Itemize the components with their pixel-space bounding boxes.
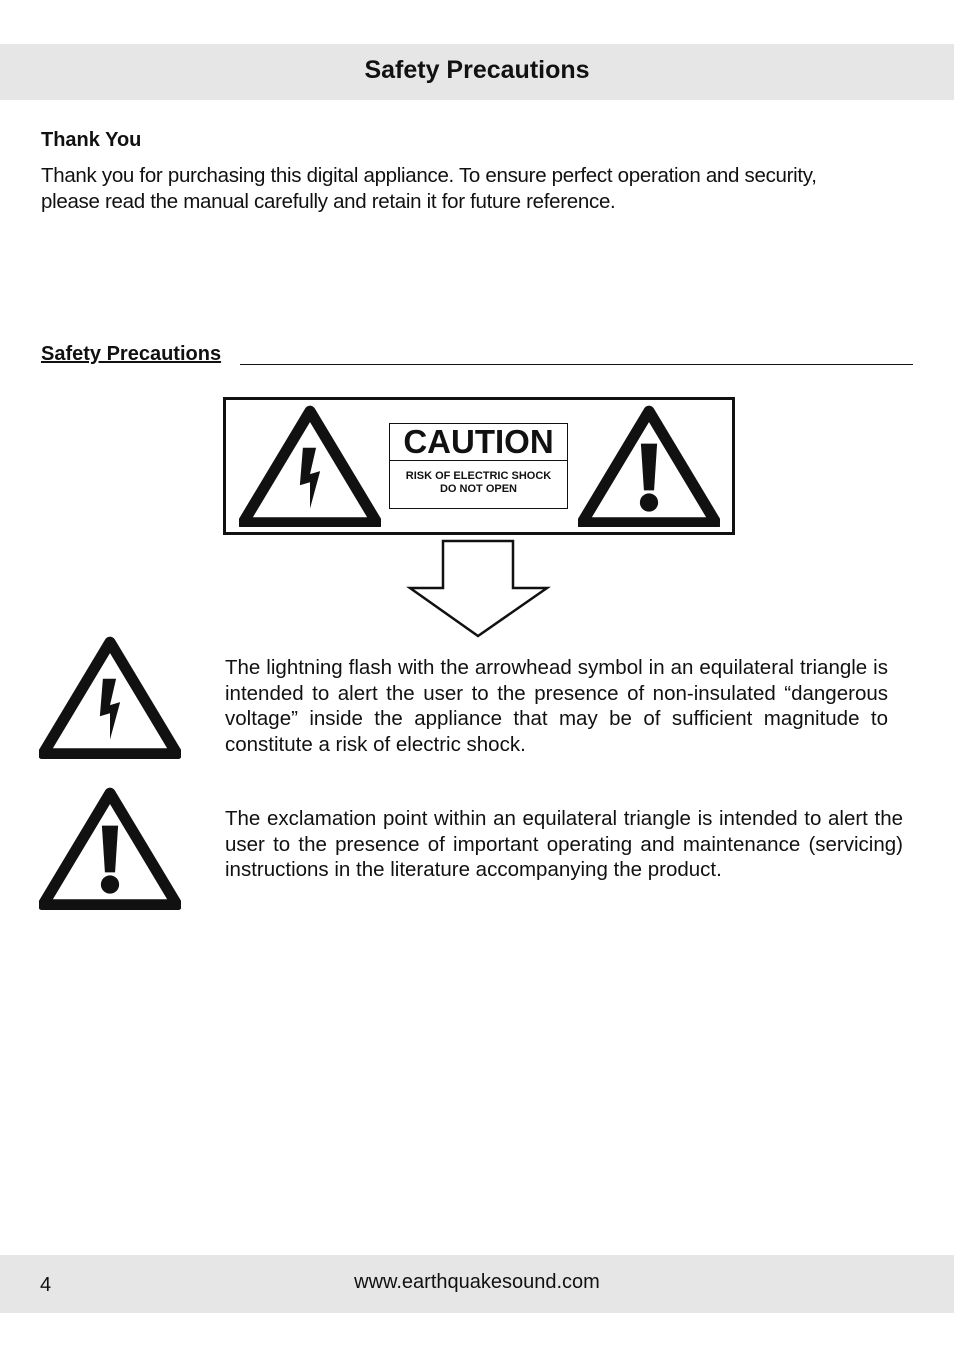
caution-subtext-line-1: RISK OF ELECTRIC SHOCK [405, 470, 552, 482]
thank-you-text [41, 163, 921, 215]
safety-section-heading: Safety Precautions [41, 343, 222, 365]
page-title: Safety Precautions [364, 56, 590, 84]
lightning-symbol-description: The lightning flash with the arrowhead symbol in an equilateral triangle is intended to alert the user to the presence of non-insulated “dangerous voltage” inside the appliance that may be of sufficient magnitude to constitute a risk of electric shock. [225, 656, 888, 756]
page-number: 4 [40, 1274, 52, 1296]
thank-you-line-1: Thank you for purchasing this digital appliance. To ensure perfect operation and security, [41, 164, 817, 187]
caution-word: CAUTION [390, 424, 567, 461]
section-divider [240, 364, 913, 365]
down-arrow-icon [405, 538, 553, 640]
caution-label [389, 423, 568, 509]
footer-url: www.earthquakesound.com [354, 1271, 600, 1293]
exclamation-warning-icon [39, 786, 181, 910]
thank-you-heading: Thank You [41, 129, 142, 151]
caution-subtext [390, 470, 567, 496]
lightning-warning-icon [239, 405, 381, 527]
caution-subtext-line-2: DO NOT OPEN [439, 483, 517, 495]
exclamation-warning-icon [578, 405, 720, 527]
thank-you-line-2: please read the manual carefully and retain it for future reference. [41, 190, 616, 213]
lightning-warning-icon [39, 635, 181, 759]
exclamation-symbol-description: The exclamation point within an equilateral triangle is intended to alert the user to the presence of important operating and maintenance (servicing) instructions in the literature accompanying the product. [225, 807, 903, 881]
